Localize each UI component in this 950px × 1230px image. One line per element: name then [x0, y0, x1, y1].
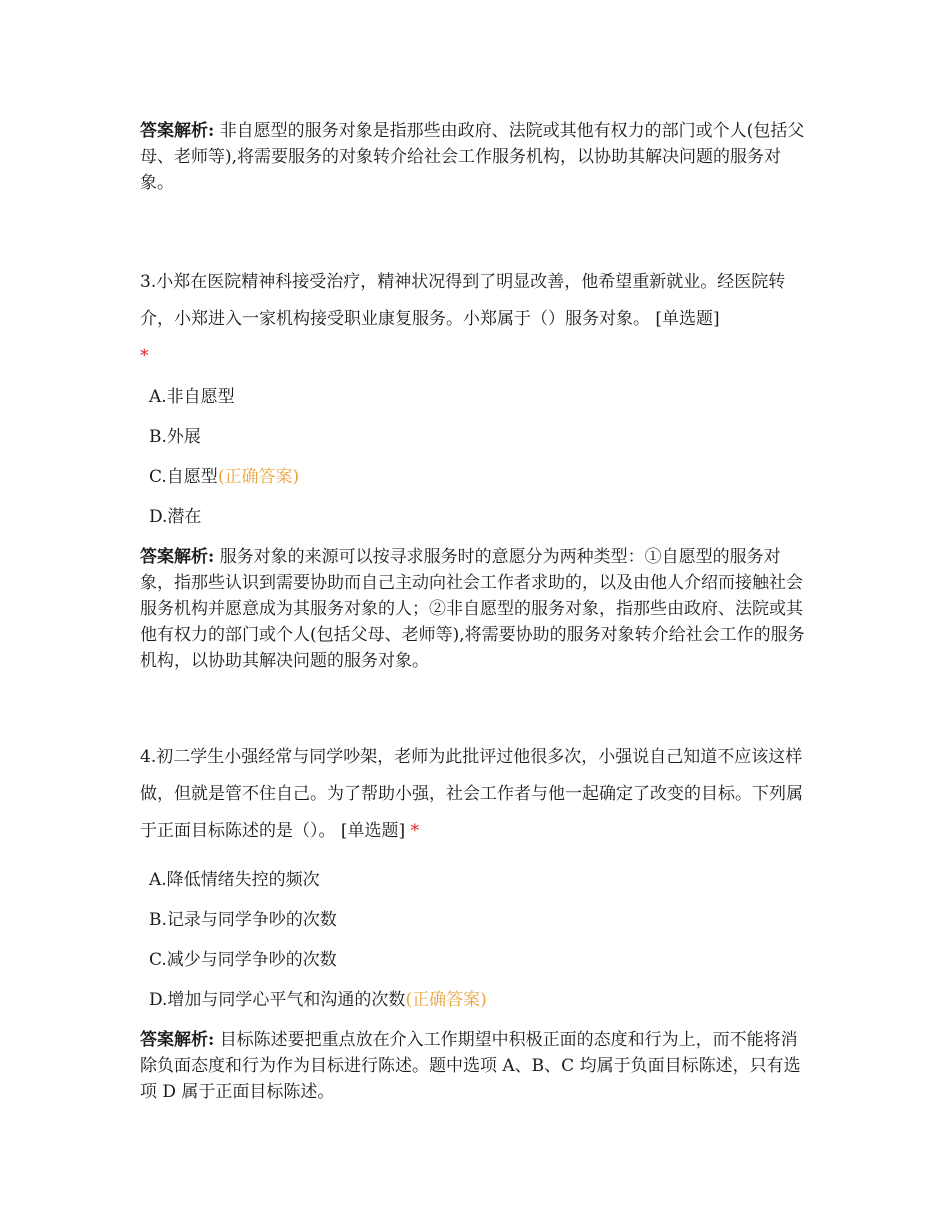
option-a: A.非自愿型: [149, 387, 235, 407]
option-d: D.潜在: [149, 507, 202, 527]
answer-analysis-q4: [140, 1027, 812, 1105]
answer-analysis-q2: [140, 118, 812, 196]
required-marker: *: [140, 346, 149, 366]
question-type: [单选题]: [340, 821, 406, 841]
correct-answer-tag: (正确答案): [405, 990, 487, 1010]
analysis-label: 答案解析:: [140, 1030, 215, 1050]
correct-answer-tag: (正确答案): [217, 467, 300, 487]
question-4: [140, 739, 812, 850]
options-q3: [149, 377, 809, 537]
analysis-text: 服务对象的来源可以按寻求服务时的意愿分为两种类型：①自愿型的服务对象，指那些认识到需要协助而自己主动向社会工作者求助的，以及由他人介绍而接触社会服务机构并愿意成为其服务对象的人；②非自愿型的服务对象，指那些由政府、法院或其他有权力的部门或个人(包括父母、老师等),将需要协助的服务对象转介给社会工作的服务机构，以协助其解决问题的服务对象。: [140, 547, 805, 671]
question-text: 3.小郑在医院精神科接受治疗，精神状况得到了明显改善，他希望重新就业。经医院转介，小郑进入一家机构接受职业康复服务。小郑属于（）服务对象。: [140, 272, 786, 329]
option-a: A.降低情绪失控的频次: [149, 870, 320, 890]
analysis-label: 答案解析:: [140, 121, 215, 141]
question-3: [140, 264, 812, 375]
question-text: 4.初二学生小强经常与同学吵架，老师为此批评过他很多次，小强说自己知道不应该这样做，但就是管不住自己。为了帮助小强，社会工作者与他一起确定了改变的目标。下列属于正面目标陈述的是（）。: [140, 747, 803, 841]
analysis-label: 答案解析:: [140, 547, 215, 567]
option-c: C.自愿型(正确答案): [149, 467, 300, 487]
option-d: D.增加与同学心平气和沟通的次数(正确答案): [149, 990, 487, 1010]
answer-analysis-q3: [140, 544, 812, 674]
question-type: [单选题]: [655, 309, 720, 329]
option-b: B.外展: [149, 427, 201, 447]
analysis-text: 非自愿型的服务对象是指那些由政府、法院或其他有权力的部门或个人(包括父母、老师等),将需要服务的对象转介给社会工作服务机构，以协助其解决问题的服务对象。: [140, 121, 805, 193]
required-marker: *: [410, 821, 420, 841]
options-q4: [149, 860, 809, 1020]
option-c: C.减少与同学争吵的次数: [149, 950, 337, 970]
analysis-text: 目标陈述要把重点放在介入工作期望中积极正面的态度和行为上，而不能将消除负面态度和行为作为目标进行陈述。题中选项 A、B、C 均属于负面目标陈述，只有选项 D 属于正面目标陈述。: [140, 1030, 801, 1102]
option-b: B.记录与同学争吵的次数: [149, 910, 337, 930]
